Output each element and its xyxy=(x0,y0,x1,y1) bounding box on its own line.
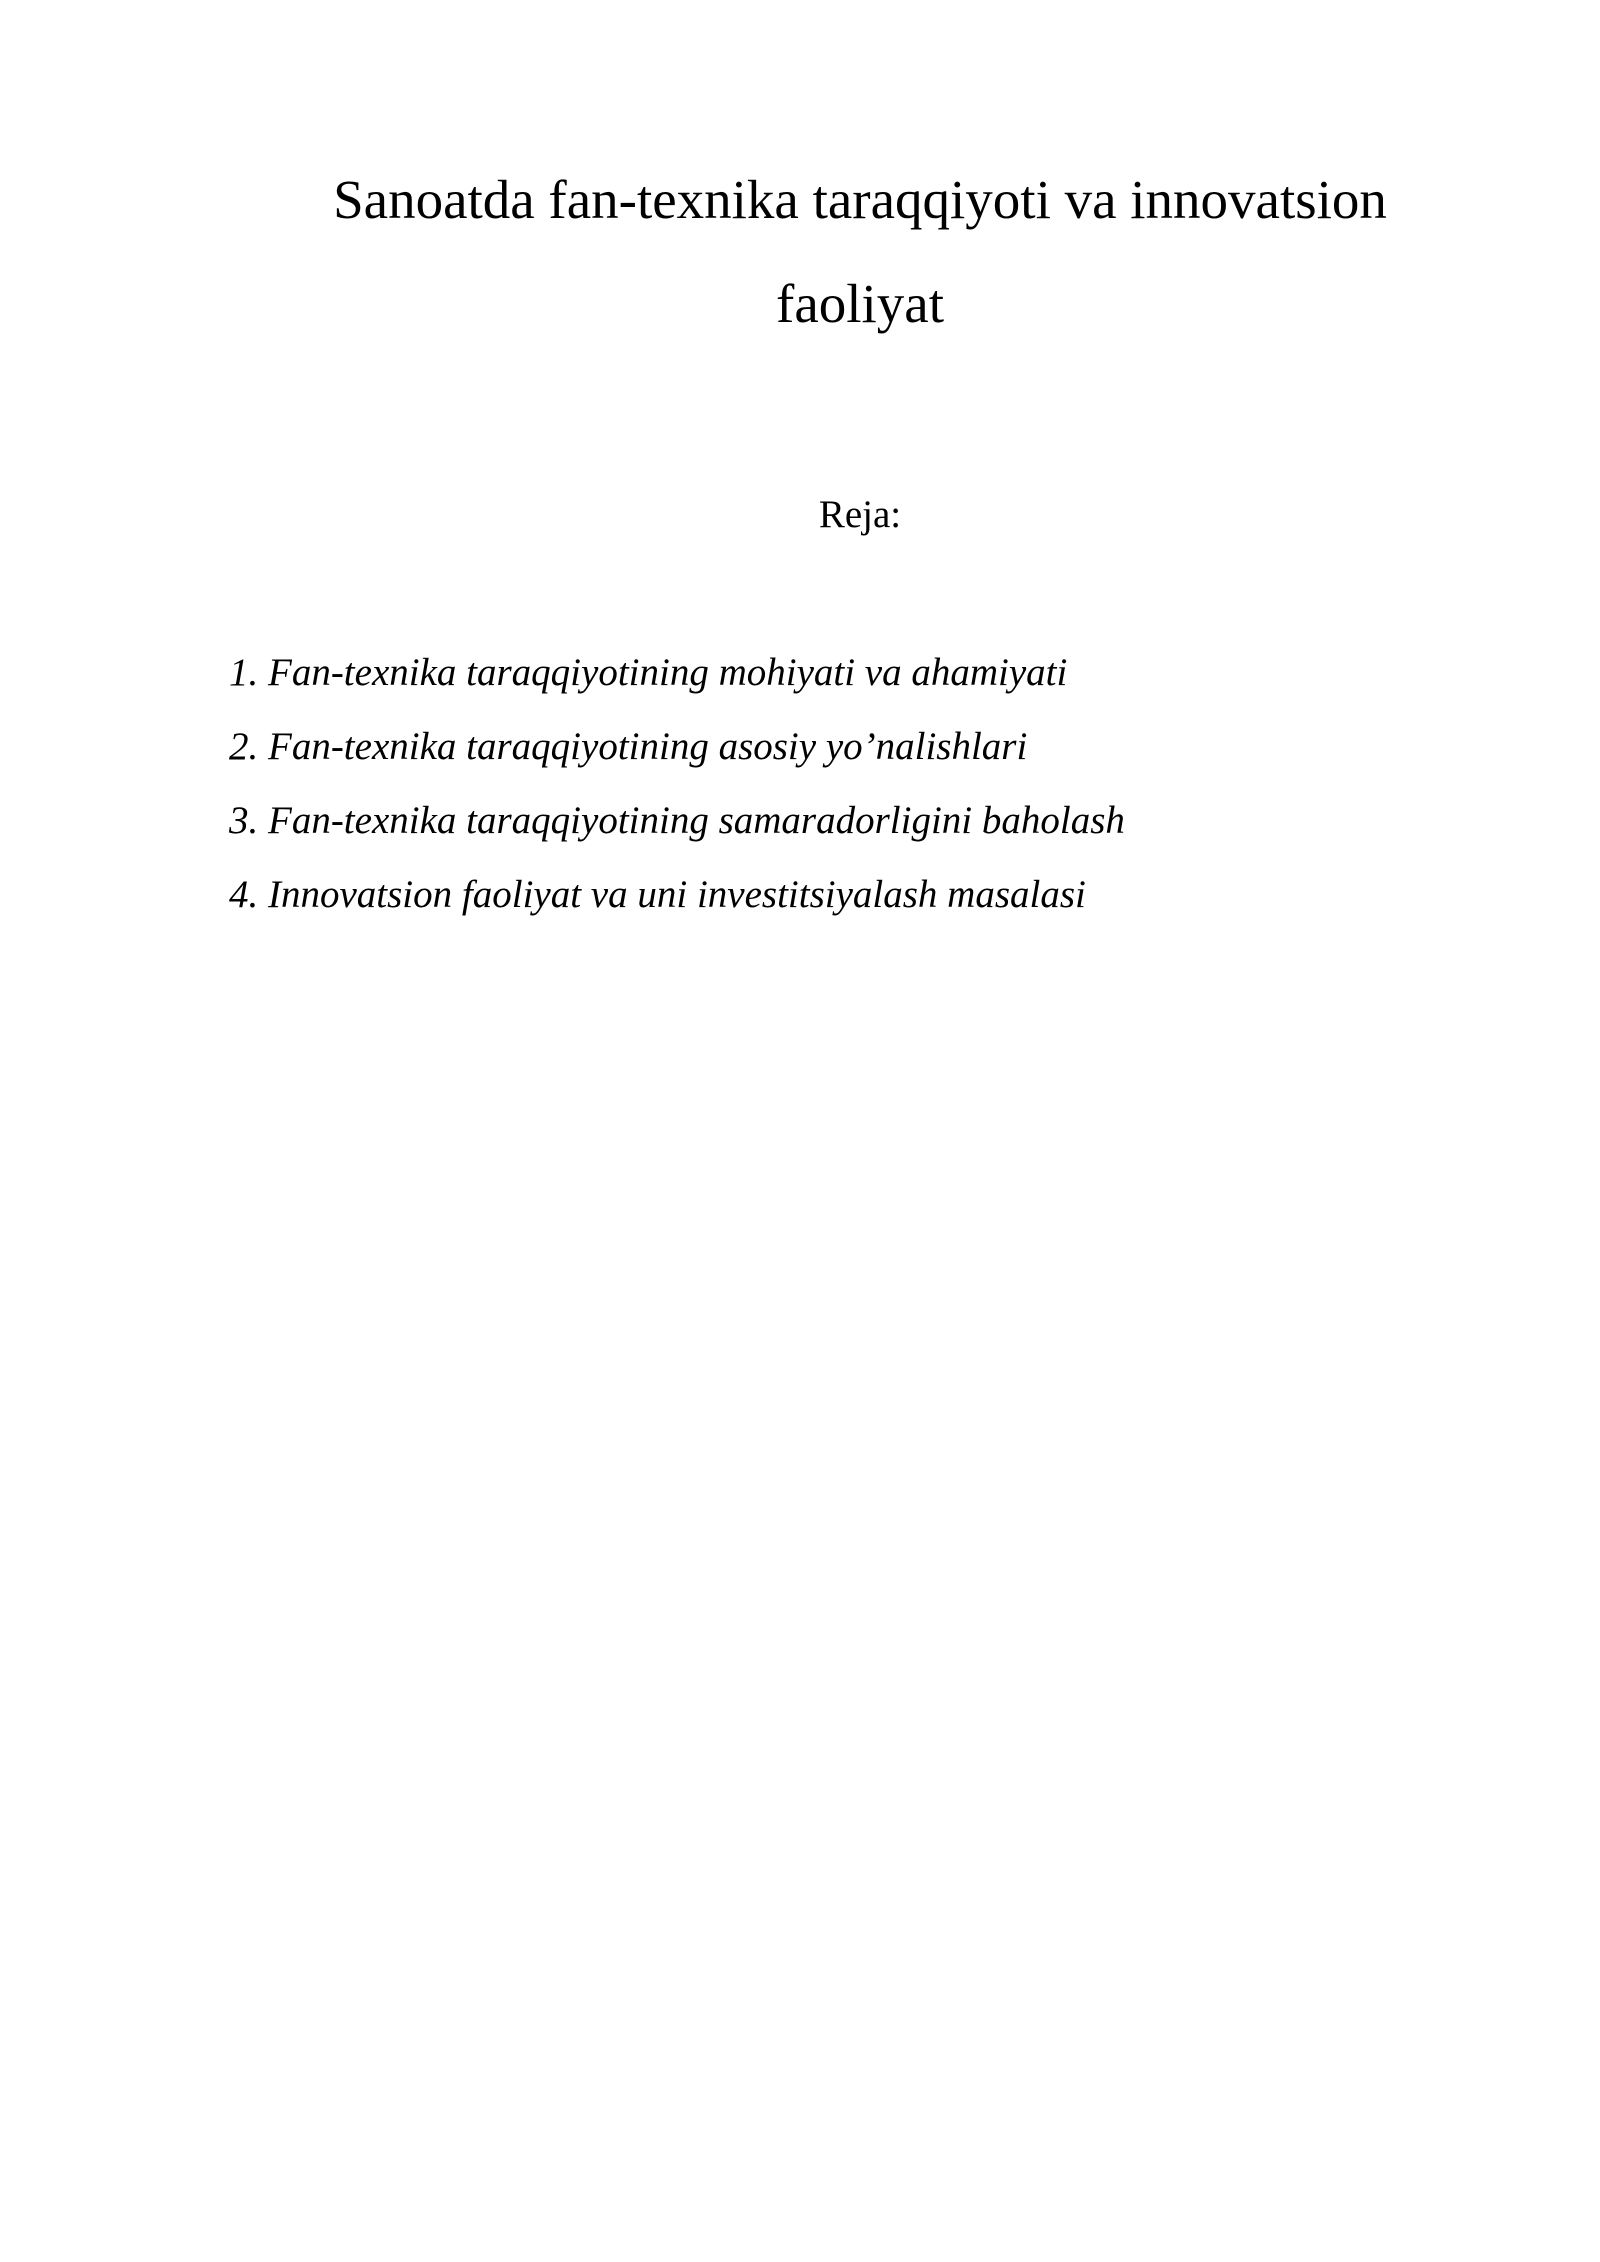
document-title xyxy=(200,148,1520,356)
plan-item: 2. Fan-texnika taraqqiyotining asosiy yo’nalishlari xyxy=(229,725,1028,768)
plan-item: 4. Innovatsion faoliyat va uni investitsiyalash masalasi xyxy=(229,873,1086,916)
plan-heading: Reja: xyxy=(818,493,902,536)
title-line-1: Sanoatda fan-texnika taraqqiyoti va innovatsion xyxy=(333,169,1387,230)
plan-item: 1. Fan-texnika taraqqiyotining mohiyati va ahamiyati xyxy=(229,651,1068,694)
plan-item: 3. Fan-texnika taraqqiyotining samaradorligini baholash xyxy=(229,799,1125,842)
plan-list xyxy=(229,636,1125,932)
title-line-2: faoliyat xyxy=(776,273,944,334)
